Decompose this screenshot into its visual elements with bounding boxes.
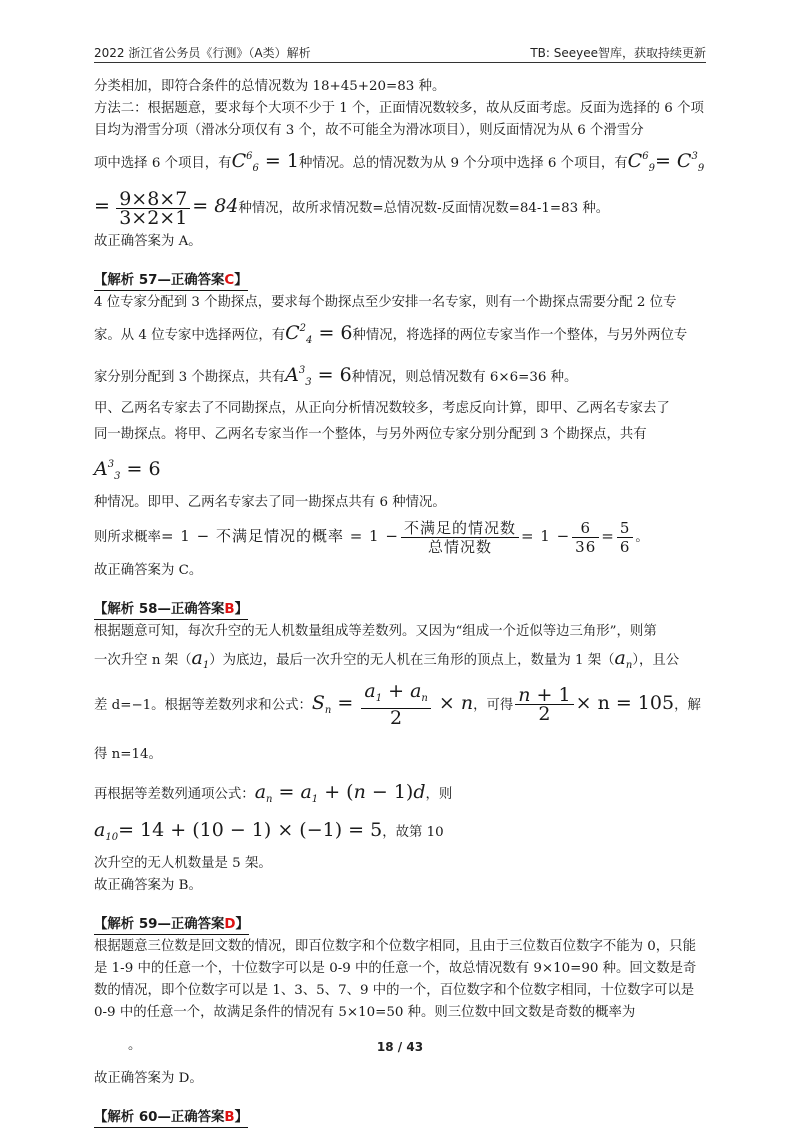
text-run: 家分别分配到 3 个勘探点，共有 [94, 370, 286, 385]
conclusion: 故正确答案为 C。 [94, 563, 203, 578]
heading-text: 【解析 59—正确答案 [94, 917, 225, 932]
section-analysis-59 [94, 911, 706, 1090]
header-source: TB: Seeyee智库，获取持续更新 [530, 46, 706, 60]
analysis-heading-57 [94, 271, 248, 291]
formula-fraction [617, 519, 634, 556]
paragraph: 甲、乙两名专家去了不同勘探点，从正向分析情况数较多，考虑反向计算，即甲、乙两名专家去了 [94, 401, 670, 416]
heading-text: 【解析 58—正确答案 [94, 602, 225, 617]
text-run: 种情况，将选择的两位专家当作一个整体，与另外两位专 [352, 328, 688, 343]
section-analysis-57 [94, 267, 706, 582]
paragraph: 根据题意可知，每次升空的无人机数量组成等差数列。又因为“组成一个近似等边三角形”，则第 [94, 624, 657, 639]
formula-fraction [116, 190, 190, 227]
text-run: ，可得 [473, 698, 514, 713]
formula-an: $a_n$ [614, 647, 633, 671]
text-run: 种情况，则总情况数有 6×6=36 种。 [351, 370, 578, 385]
text-run: ，故第 10 [382, 825, 444, 840]
paragraph [94, 643, 706, 681]
conclusion: 故正确答案为 D。 [94, 1071, 203, 1086]
fraction-denominator: 6 [619, 538, 631, 556]
analysis-heading-59 [94, 915, 249, 935]
analysis-heading-60 [94, 1108, 248, 1128]
answer-letter: D [224, 917, 236, 932]
answer-letter: B [224, 602, 235, 617]
paragraph [94, 142, 706, 184]
formula-result: = 84 [192, 195, 239, 217]
analysis-heading-58 [94, 600, 248, 620]
formula-text: = 1 − [520, 527, 571, 545]
paragraph [94, 314, 706, 356]
formula-c66: $C^6_6 = 1$ [231, 150, 299, 174]
formula-a33: $A^3_3 = 6$ [285, 364, 352, 388]
paragraph [94, 514, 706, 560]
fraction-numerator: 5 [617, 519, 634, 538]
paragraph: 次升空的无人机数量是 5 架。 [94, 856, 272, 871]
formula-text: × n = 105 [575, 692, 675, 714]
formula-fraction [572, 519, 599, 556]
conclusion: 故正确答案为 B。 [94, 878, 202, 893]
paragraph [94, 681, 706, 777]
fraction-numerator: 9×8×7 [116, 190, 190, 209]
text-run: ，解得 n=14。 [94, 698, 701, 762]
conclusion: 故正确答案为 A。 [94, 234, 202, 249]
answer-letter: B [224, 1110, 235, 1125]
section-method-two [94, 76, 706, 253]
text-run: 则所求概率 [94, 530, 161, 545]
text-run: 差 d=−1。根据等差数列求和公式： [94, 698, 312, 713]
header-title: 2022 浙江省公务员《行测》（A类）解析 [94, 46, 311, 60]
formula-text: = [601, 527, 615, 545]
page-number: 18 / 43 [376, 1040, 424, 1054]
section-analysis-58 [94, 596, 706, 897]
formula-a33-b: $A^3_3 = 6$ [94, 458, 161, 482]
fraction-numerator: 6 [572, 519, 599, 538]
fraction-denominator: 总情况数 [427, 538, 492, 556]
text-run: 。 [635, 530, 649, 545]
paragraph [94, 777, 706, 853]
formula-sum: $S_n$ = $\frac{a_1 + a_n}{2}$ × n [311, 679, 474, 729]
section-analysis-60 [94, 1104, 706, 1129]
page-header [94, 44, 706, 63]
heading-bracket: 】 [234, 602, 249, 617]
formula-n-plus-1: $\frac{n + 1}{2}$ × n = 105 [513, 692, 674, 714]
text-run: 一次升空 n 架（ [94, 653, 192, 668]
formula-equals: = [94, 195, 110, 217]
fraction-numerator: 不满足的情况数 [401, 519, 519, 538]
paragraph [94, 184, 706, 231]
fraction-denominator: 3×2×1 [119, 207, 188, 229]
paragraph [94, 356, 706, 398]
paragraph: 根据题意三位数是回文数的情况，即百位数字和个位数字相同，且由于三位数百位数字不能为 0，只能是 1-9 中的任意一个，十位数字可以是 0-9 中的任意一个，故总情况数有 9×10=90 种。回文数是奇数的情况，即个位数字可以是 1、3、5、7、9 中的一个，百位数字和个位数字相同，十位数字可以是 0-9 中的任意一个，故满足条件的情况有 5×10=50 种。则三位数中回文数是奇数的概率为 [94, 939, 697, 1020]
heading-bracket: 】 [234, 273, 248, 288]
formula-general-term: $a_n = a_1 + (n - 1)d$ [254, 781, 426, 805]
text-run: 再根据等差数列通项公式： [94, 787, 255, 802]
formula-fraction [401, 519, 519, 556]
text-run: 同一勘探点。将甲、乙两名专家当作一个整体，与另外两位专家分别分配到 3 个勘探点，共有 [94, 427, 647, 442]
formula-probability: = 1 − 不满足情况的概率 = 1 − [160, 527, 399, 545]
heading-bracket: 】 [235, 917, 249, 932]
text-run: 种情况，故所求情况数=总情况数-反面情况数=84-1=83 种。 [238, 201, 610, 216]
answer-letter: C [224, 273, 235, 288]
heading-text: 【解析 60—正确答案 [94, 1110, 225, 1125]
text-run: ）为底边，最后一次升空的无人机在三角形的顶点上，数量为 1 架（ [209, 653, 615, 668]
formula-text: = 14 + (10 − 1) × (−1) = 5 [118, 819, 383, 841]
paragraph: 种情况。即甲、乙两名专家去了同一勘探点共有 6 种情况。 [94, 495, 446, 510]
text-run: ），且公 [632, 653, 680, 668]
text-run: 种情况。总的情况数为从 9 个分项中选择 6 个项目，有 [298, 156, 628, 171]
document-body [94, 76, 706, 1129]
fraction-denominator: 36 [575, 538, 597, 556]
paragraph [94, 420, 706, 492]
text-run: 。 [128, 1038, 142, 1053]
formula-a1: $a_1$ [191, 647, 210, 671]
text-run: ，则 [425, 787, 453, 802]
heading-bracket: 】 [234, 1110, 249, 1125]
heading-text: 【解析 57—正确答案 [94, 273, 225, 288]
formula-c42: $C^2_4 = 6$ [285, 322, 353, 346]
formula-a10: $a_{10}= 14 + (10 - 1) \times (-1) = 5$ [94, 819, 383, 843]
paragraph: 4 位专家分配到 3 个勘探点，要求每个勘探点至少安排一名专家，则有一个勘探点需要分配 2 位专 [94, 295, 677, 310]
text-run: 项中选择 6 个项目，有 [94, 156, 232, 171]
paragraph: 分类相加，即符合条件的总情况数为 18+45+20=83 种。 [94, 79, 446, 94]
text-run: 家。从 4 位专家中选择两位，有 [94, 328, 286, 343]
formula-c96: $C^6_9= C^3_9$ [627, 150, 705, 174]
paragraph: 方法二：根据题意，要求每个大项不少于 1 个，正面情况数较多，故从反面考虑。反面为选择的 6 个项目均为滑雪分项（滑冰分项仅有 3 个，故不可能全为滑冰项目），则反面情况为从 6 个滑雪分 [94, 101, 704, 138]
